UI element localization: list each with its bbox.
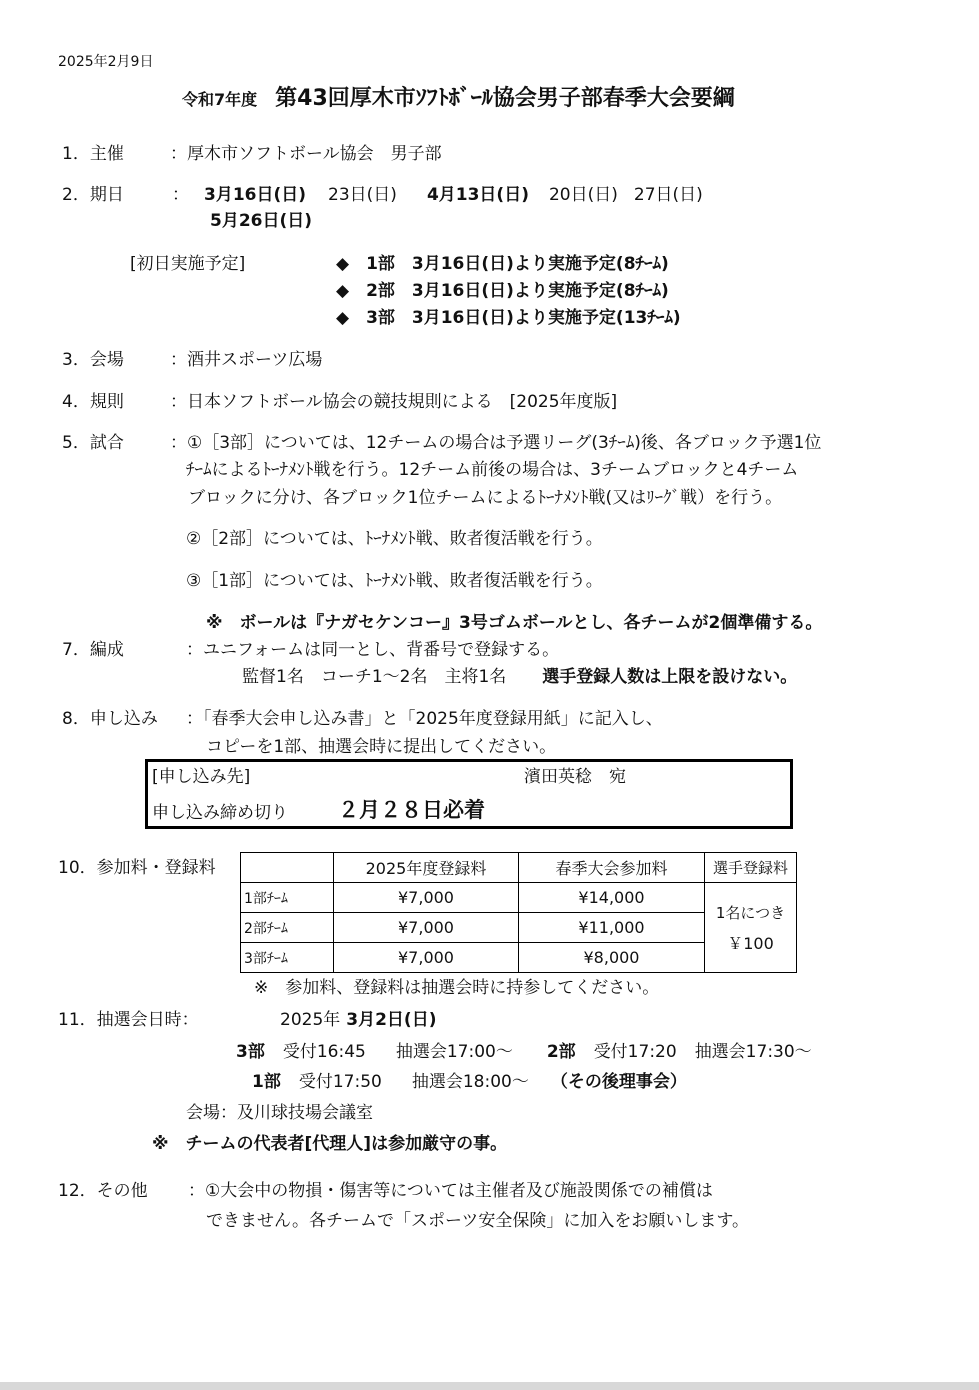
match-rule-1bu: ③［1部］については、ﾄｰﾅﾒﾝﾄ戦、敗者復活戦を行う。 xyxy=(186,571,603,591)
deadline-label: 申し込み締め切り xyxy=(152,803,288,823)
section-7-label: 7．編成 xyxy=(62,640,124,660)
lottery-board-meeting: （その後理事会） xyxy=(550,1072,687,1092)
title-main: 第43回厚木市ｿﾌﾄﾎﾞｰﾙ協会男子部春季大会要綱 xyxy=(275,86,735,111)
section-4-text: ：日本ソフトボール協会の競技規則による [2025年度版] xyxy=(170,392,618,412)
player-fee-per: 1名につき xyxy=(715,903,786,922)
lottery-venue: 会場：及川球技場会議室 xyxy=(186,1103,373,1123)
other-line2: できません。各チームで「スポーツ安全保険」に加入をお願いします。 xyxy=(206,1211,749,1231)
section-10-label: 10．参加料・登録料 xyxy=(58,858,216,878)
fee-part-2bu: ¥11,000 xyxy=(519,913,705,943)
lottery-date xyxy=(280,1012,436,1029)
lottery-row1 xyxy=(236,1044,812,1061)
lottery-1bu: 1部 xyxy=(252,1072,281,1092)
schedule-dates-line2: 5月26日(日) xyxy=(210,211,313,231)
date-apr13: 4月13日(日) xyxy=(426,185,529,205)
fee-reg-2bu: ¥7,000 xyxy=(334,913,519,943)
lottery-year: 2025年 xyxy=(280,1010,341,1030)
date-27: 27日(日) xyxy=(633,185,703,205)
section-1-text: ：厚木市ソフトボール協会 男子部 xyxy=(170,144,442,164)
page-bottom-edge xyxy=(0,1382,979,1390)
fee-team-2bu: 2部ﾁｰﾑ xyxy=(241,913,334,943)
lottery-2bu-reception: 受付17:20 xyxy=(593,1042,677,1062)
first-day-label: [初日実施予定] xyxy=(130,254,246,274)
section-2-label: 2．期日 xyxy=(62,185,124,205)
lottery-2bu-start: 抽選会17:30～ xyxy=(694,1042,812,1062)
title-prefix: 令和7年度 xyxy=(182,90,258,109)
section-2-colon: ： xyxy=(172,185,189,205)
section-12-label: 12．その他 xyxy=(58,1181,148,1201)
fee-reg-3bu: ¥7,000 xyxy=(334,943,519,973)
formation-line1: ：ユニフォームは同一とし、背番号で登録する。 xyxy=(186,640,560,660)
fee-reg-1bu: ¥7,000 xyxy=(334,883,519,913)
section-5-label: 5．試合 xyxy=(62,433,124,453)
fee-team-3bu: 3部ﾁｰﾑ xyxy=(241,943,334,973)
fee-header-blank xyxy=(241,853,334,883)
section-3-text: ：酒井スポーツ広場 xyxy=(170,350,323,370)
lottery-1bu-reception: 受付17:50 xyxy=(298,1072,382,1092)
match-rule-3bu-line2: ﾁｰﾑによるﾄｰﾅﾒﾝﾄ戦を行う。12チーム前後の場合は、3チームブロックと4チーム xyxy=(186,460,799,480)
formation-line2 xyxy=(242,669,797,686)
section-3-label: 3．会場 xyxy=(62,350,124,370)
fee-note: ※ 参加料、登録料は抽選会時に持参してください。 xyxy=(254,978,660,998)
fee-table xyxy=(240,852,797,973)
document-date: 2025年2月9日 xyxy=(58,54,154,70)
fee-table-header xyxy=(241,853,797,883)
lottery-attendance-note: ※ チームの代表者[代理人]は参加厳守の事。 xyxy=(152,1134,508,1154)
date-mar16: 3月16日(日) xyxy=(204,185,307,205)
lottery-day: 3月2日(日) xyxy=(346,1010,437,1030)
other-line1: ：①大会中の物損・傷害等については主催者及び施設関係での補償は xyxy=(188,1181,713,1201)
date-23: 23日(日) xyxy=(328,185,397,205)
match-rule-3bu-line1: ：①［3部］については、12チームの場合は予選リーグ(3ﾁｰﾑ)後、各ブロック予選1位 xyxy=(170,433,822,453)
lottery-2bu: 2部 xyxy=(546,1042,576,1062)
fee-part-1bu: ¥14,000 xyxy=(519,883,705,913)
fee-header-registration: 2025年度登録料 xyxy=(334,853,519,883)
lottery-1bu-start: 抽選会18:00～ xyxy=(411,1072,529,1092)
first-day-div2: ◆ 2部 3月16日(日)より実施予定(8ﾁｰﾑ) xyxy=(336,281,669,301)
application-to-name: 濱田英稔 宛 xyxy=(524,767,626,787)
application-to-label: [申し込み先] xyxy=(152,767,251,787)
match-rule-3bu-line3: ブロックに分け、各ブロック1位チームによるﾄｰﾅﾒﾝﾄ戦(又はﾘｰｸﾞ戦）を行う。 xyxy=(188,488,783,508)
application-line1: ：「春季大会申し込み書」と「2025年度登録用紙」に記入し、 xyxy=(186,709,663,729)
formation-no-limit: 選手登録人数は上限を設けない。 xyxy=(542,667,798,687)
fee-header-player: 選手登録料 xyxy=(705,853,797,883)
first-day-div3: ◆ 3部 3月16日(日)より実施予定(13ﾁｰﾑ) xyxy=(336,308,681,328)
section-11-label: 11．抽選会日時： xyxy=(58,1010,199,1030)
match-rule-2bu: ②［2部］については、ﾄｰﾅﾒﾝﾄ戦、敗者復活戦を行う。 xyxy=(186,529,603,549)
section-1-label: 1．主催 xyxy=(62,144,124,164)
schedule-dates-line1 xyxy=(204,187,703,204)
lottery-3bu-reception: 受付16:45 xyxy=(282,1042,366,1062)
lottery-row2 xyxy=(252,1074,687,1091)
deadline-date: ２月２８日必着 xyxy=(338,798,485,822)
lottery-3bu: 3部 xyxy=(236,1042,265,1062)
fee-part-3bu: ¥8,000 xyxy=(519,943,705,973)
fee-header-participation: 春季大会参加料 xyxy=(519,853,705,883)
document-title xyxy=(182,88,735,110)
table-row xyxy=(241,883,797,913)
ball-note: ※ ボールは『ナガセケンコー』3号ゴムボールとし、各チームが2個準備する。 xyxy=(206,613,823,633)
player-fee-amount: ￥100 xyxy=(727,933,774,953)
player-fee-cell xyxy=(705,883,797,973)
first-day-div1: ◆ 1部 3月16日(日)より実施予定(8ﾁｰﾑ) xyxy=(336,254,669,274)
application-line2: コピーを1部、抽選会時に提出してください。 xyxy=(206,737,557,757)
lottery-3bu-start: 抽選会17:00～ xyxy=(395,1042,513,1062)
fee-team-1bu: 1部ﾁｰﾑ xyxy=(241,883,334,913)
section-4-label: 4．規則 xyxy=(62,392,124,412)
formation-staff: 監督1名 コーチ1～2名 主将1名 xyxy=(242,667,507,687)
date-20: 20日(日) xyxy=(548,185,618,205)
section-8-label: 8．申し込み xyxy=(62,709,158,729)
